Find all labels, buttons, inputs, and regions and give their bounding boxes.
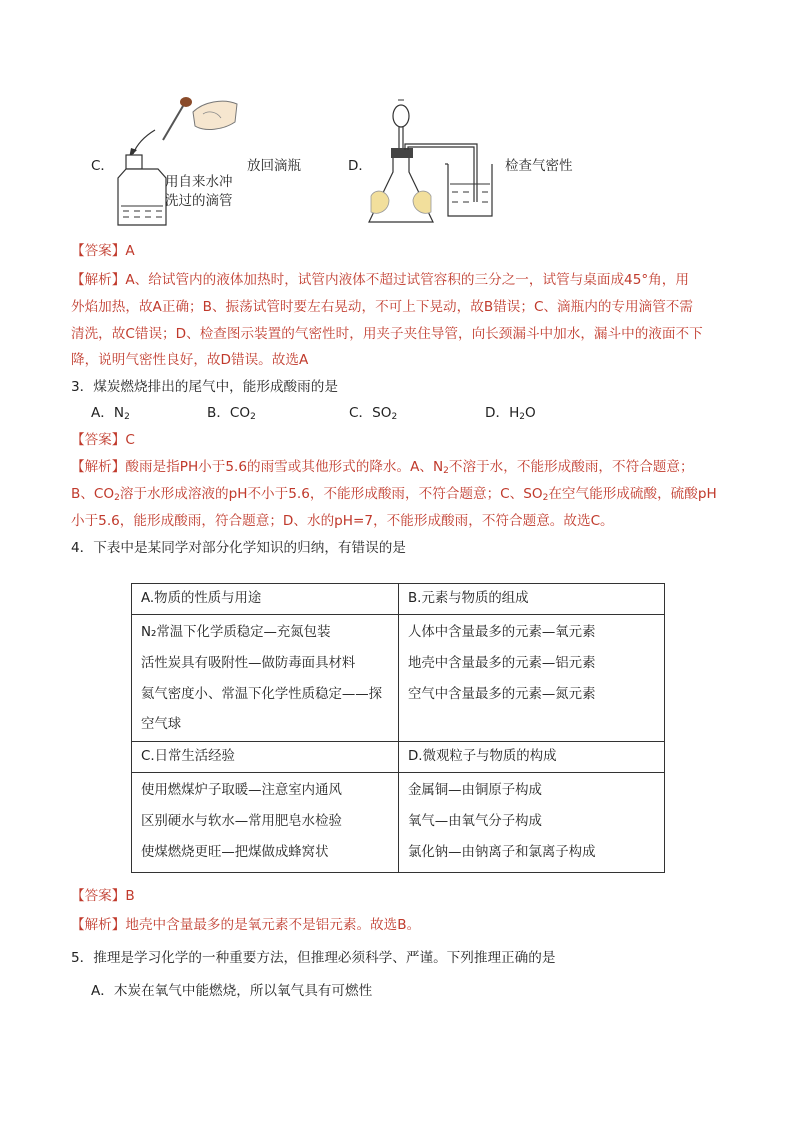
q2-analysis-line: 【解析】A、给试管内的液体加热时，试管内液体不超过试管容积的三分之一，试管与桌面成45°角，用 [71, 272, 689, 288]
table-header-b: B.元素与物质的组成 [399, 584, 665, 615]
table-item: 区别硬水与软水—常用肥皂水检验 [141, 814, 342, 829]
table-header-a: A.物质的性质与用途 [132, 584, 399, 615]
table-item: N₂常温下化学质稳定—充氮包装 [141, 625, 331, 640]
answer-value: C [125, 432, 135, 448]
knowledge-table [131, 583, 665, 873]
tap-water-label-2: 洗过的滴管 [165, 193, 233, 209]
q2-analysis-line: 清洗，故C错误；D、检查图示装置的气密性时，用夹子夹住导管，向长颈漏斗中加水，漏斗中的液面不下 [71, 326, 703, 342]
q4-answer [71, 886, 135, 906]
q5-stem: 5．推理是学习化学的一种重要方法，但推理必须科学、严谨。下列推理正确的是 [71, 950, 556, 966]
answer-tag: 【答案】 [71, 888, 126, 904]
answer-tag: 【答案】 [71, 432, 126, 448]
table-cell-d [399, 773, 665, 873]
table-item: 活性炭具有吸附性—做防毒面具材料 [141, 656, 356, 671]
dropper-bottle-illustration [85, 92, 345, 237]
q5-option-a[interactable]: A．木炭在氧气中能燃烧，所以氧气具有可燃性 [91, 983, 373, 999]
table-header-d: D.微观粒子与物质的构成 [399, 742, 665, 773]
q2-analysis-line: 降，说明气密性良好，故D错误。故选A [71, 352, 309, 368]
q4-analysis-line: 【解析】地壳中含量最多的是氧元素不是铝元素。故选B。 [71, 917, 421, 933]
table-cell-a [132, 615, 399, 742]
figure-d-letter: D． [348, 158, 372, 174]
q3-option-a[interactable]: A．$N_2$ [91, 405, 130, 422]
table-item: 氦气密度小、常温下化学性质稳定——探 [141, 687, 383, 702]
q3-answer [71, 430, 135, 450]
q3-stem: 3．煤炭燃烧排出的尾气中，能形成酸雨的是 [71, 379, 338, 395]
table-item: 人体中含量最多的元素—氧元素 [408, 625, 596, 640]
analysis-tag: 【解析】 [71, 917, 126, 933]
table-item: 空气球 [141, 717, 182, 732]
figure-c [85, 92, 345, 237]
answer-tag: 【答案】 [71, 243, 126, 259]
q3-option-b[interactable]: B．$CO_2$ [207, 405, 256, 422]
q3-analysis-line: 【解析】酸雨是指PH小于5.6的雨雪或其他形式的降水。A、$N_2$不溶于水，不能形成酸雨，不符合题意； [71, 459, 694, 476]
table-item: 空气中含量最多的元素—氮元素 [408, 687, 596, 702]
figure-d [345, 92, 605, 237]
answer-value: A [125, 243, 135, 259]
q3-option-c[interactable]: C．$SO_2$ [349, 405, 398, 422]
tap-water-label-1: 用自来水冲 [165, 174, 233, 190]
table-item: 使煤燃烧更旺—把煤做成蜂窝状 [141, 845, 329, 860]
table-item: 地壳中含量最多的元素—铝元素 [408, 656, 596, 671]
table-cell-b [399, 615, 665, 742]
figure-c-caption: 放回滴瓶 [247, 158, 301, 174]
q2-answer [71, 241, 135, 261]
q2-analysis-line: 外焰加热，故A正确；B、振荡试管时要左右晃动，不可上下晃动，故B错误；C、滴瓶内的专用滴管不需 [71, 299, 693, 315]
q3-analysis-line: B、$CO_2$溶于水形成溶液的pH不小于5.6，不能形成酸雨，不符合题意；C、$SO_2$在空气能形成硫酸，硫酸pH [71, 486, 717, 503]
analysis-tag: 【解析】 [71, 459, 126, 475]
figure-d-caption: 检查气密性 [505, 158, 573, 174]
q4-stem: 4．下表中是某同学对部分化学知识的归纳，有错误的是 [71, 540, 406, 556]
table-item: 金属铜—由铜原子构成 [408, 783, 542, 798]
table-cell-c [132, 773, 399, 873]
table-item: 氯化钠—由钠离子和氯离子构成 [408, 845, 596, 860]
table-item: 氧气—由氧气分子构成 [408, 814, 542, 829]
answer-value: B [125, 888, 135, 904]
table-item: 使用燃煤炉子取暖—注意室内通风 [141, 783, 342, 798]
table-header-c: C.日常生活经验 [132, 742, 399, 773]
q3-option-d[interactable]: D．$H_2O$ [485, 405, 536, 422]
q3-analysis-line: 小于5.6，能形成酸雨，符合题意；D、水的pH=7，不能形成酸雨，不符合题意。故选C。 [71, 513, 614, 529]
figure-c-letter: C． [91, 158, 114, 174]
analysis-tag: 【解析】 [71, 272, 126, 288]
